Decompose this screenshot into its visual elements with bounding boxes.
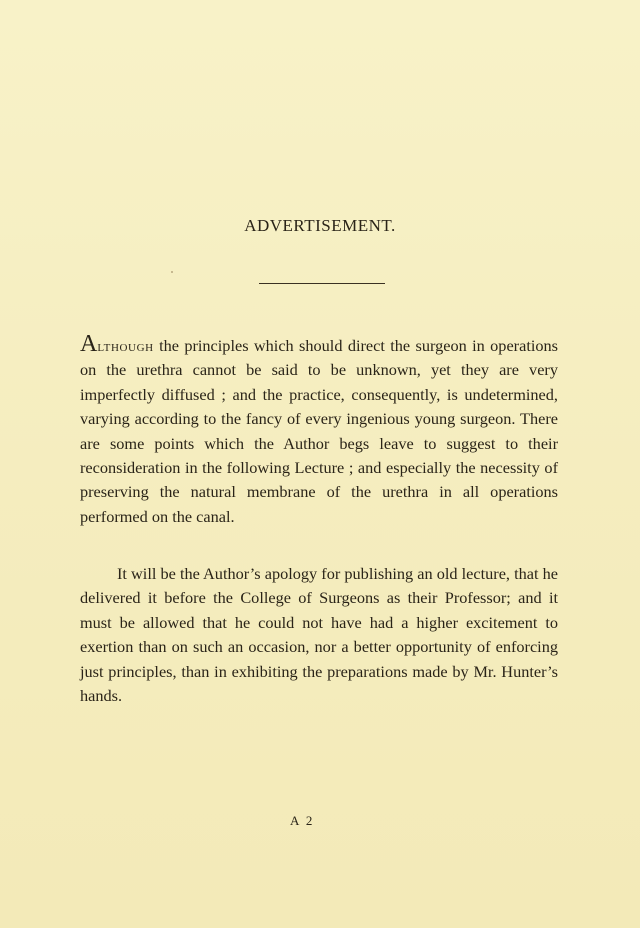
paragraph-2: It will be the Author’s apology for publishing an old lecture, that he delivered it before the College of Surgeons as their Professor; and it must be allowed that he could not have had a higher excitement to exertion than on such an occasion, nor a better opportunity of enforcing just principles, than in exhibiting the preparations made by Mr. Hunter’s hands. — [80, 564, 558, 706]
page-heading: ADVERTISEMENT. — [244, 216, 396, 235]
paragraph-1 — [80, 331, 558, 529]
drop-capital: A — [80, 331, 98, 357]
signature-mark: A 2 — [290, 813, 315, 828]
paragraph-1-text: the principles which should direct the surgeon in operations on the urethra cannot be said to be unknown, yet they are very imperfectly diffused ; and the practice, consequently, is undetermined, varying according to the fancy of every ingenious young surgeon. There are some points which the Author begs leave to suggest to their reconsideration in the following Lecture ; and especially the necessity of preserving the natural membrane of the urethra in all operations performed on the canal. — [80, 336, 558, 526]
opening-word-smallcaps: lthough — [97, 336, 154, 355]
heading-divider — [259, 283, 385, 284]
paper-speck — [171, 271, 173, 273]
